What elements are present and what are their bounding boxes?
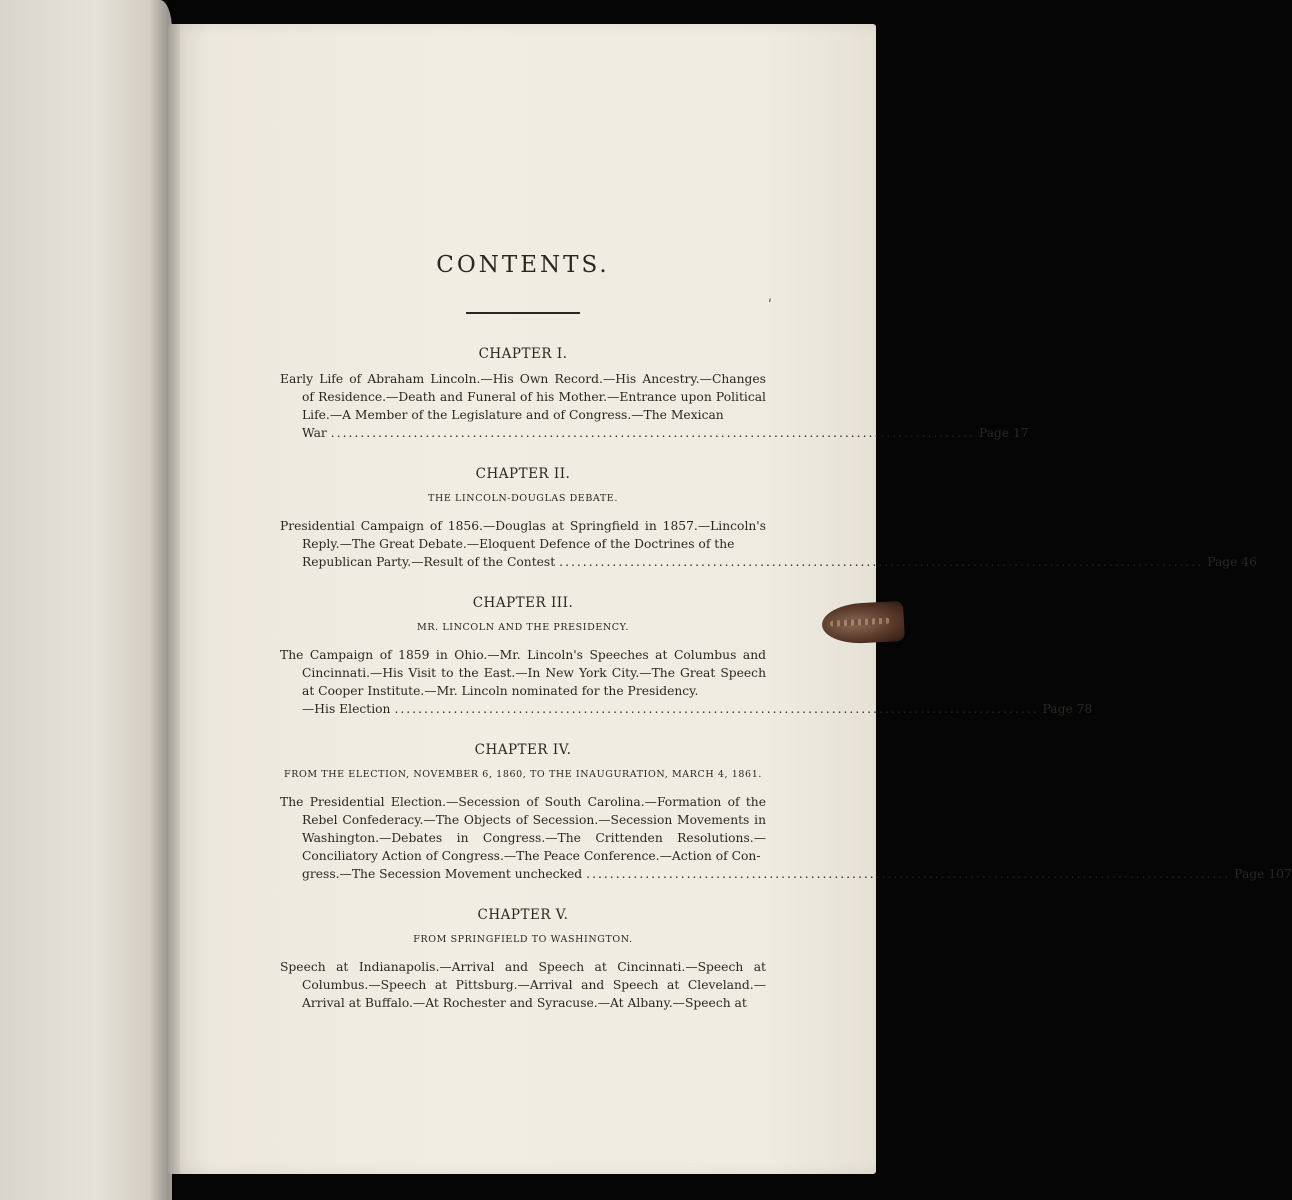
chapter-entry: [280, 346, 1029, 442]
chapter-list: [280, 346, 1292, 1012]
page-reference-line: gress.—The Secession Movement unchecked ............................................................................................................. Page 107: [302, 867, 1292, 881]
chapter-summary: Presidential Campaign of 1856.—Douglas at Springfield in 1857.—Lincoln's Reply.—The Great Debate.—Eloquent Defence of the Doctrines of the Republican Party.—Result of the Contest ............................................................................................................. Page 46: [280, 519, 1258, 569]
chapter-heading: CHAPTER II.: [475, 466, 571, 482]
chapter-subtitle: FROM SPRINGFIELD TO WASHINGTON.: [413, 934, 633, 945]
chapter-entry: [280, 595, 1093, 718]
page-number: Page 78: [1042, 702, 1093, 716]
chapter-heading: CHAPTER V.: [477, 907, 569, 923]
dot-leader: .............................................................................................................: [586, 867, 1231, 881]
chapter-summary: Speech at Indianapolis.—Arrival and Speech at Cincinnati.—Speech at Columbus.—Speech at Pittsburg.—Arrival and Speech at Cleveland.—Arrival at Buffalo.—At Rochester and Syracuse.—At Albany.—Speech at: [280, 960, 766, 1010]
chapter-heading: CHAPTER I.: [478, 346, 568, 362]
left-page: [0, 0, 172, 1200]
page-number: Page 107: [1234, 867, 1292, 881]
chapter-summary: The Presidential Election.—Secession of South Carolina.—Formation of the Rebel Confederacy.—The Objects of Secession.—Secession Movements in Washington.—Debates in Congress.—The Crittenden Resolutions.—Conciliatory Action of Congress.—The Peace Conference.—Action of Con- gress.—The Secession Movement unchecked ............................................................................................................. Page 107: [280, 795, 1292, 881]
chapter-entry: [280, 742, 1292, 883]
chapter-subtitle: FROM THE ELECTION, NOVEMBER 6, 1860, TO THE INAUGURATION, MARCH 4, 1861.: [284, 769, 762, 780]
chapter-heading: CHAPTER IV.: [474, 742, 572, 758]
chapter-summary: Early Life of Abraham Lincoln.—His Own Record.—His Ancestry.—Changes of Residence.—Death and Funeral of his Mother.—Entrance upon Political Life.—A Member of the Legislature and of Congress.—The Mexican War ............................................................................................................. Page 17: [280, 372, 1029, 440]
chapter-subtitle: THE LINCOLN-DOUGLAS DEBATE.: [428, 493, 618, 504]
page-number: Page 17: [978, 426, 1029, 440]
title-rule: [466, 312, 580, 314]
page-reference-line: —His Election ............................................................................................................. Page 78: [302, 702, 1093, 716]
book-gutter: [150, 0, 180, 1200]
dot-leader: .............................................................................................................: [559, 555, 1204, 569]
dot-leader: .............................................................................................................: [330, 426, 975, 440]
contents-page: [280, 240, 1292, 1012]
page-reference-line: War ............................................................................................................. Page 17: [302, 426, 1029, 440]
page-title: CONTENTS.: [436, 252, 610, 278]
page-number: Page 46: [1207, 555, 1258, 569]
chapter-entry: [280, 907, 766, 1012]
page-reference-line: Republican Party.—Result of the Contest ............................................................................................................. Page 46: [302, 555, 1258, 569]
chapter-summary: The Campaign of 1859 in Ohio.—Mr. Lincoln's Speeches at Columbus and Cincinnati.—His Visit to the East.—In New York City.—The Great Speech at Cooper Institute.—Mr. Lincoln nominated for the Presidency. —His Election ............................................................................................................. Page 78: [280, 648, 1093, 716]
paper-speck: ʹ: [768, 298, 772, 314]
dot-leader: .............................................................................................................: [394, 702, 1039, 716]
chapter-subtitle: MR. LINCOLN AND THE PRESIDENCY.: [417, 622, 629, 633]
chapter-heading: CHAPTER III.: [472, 595, 574, 611]
chapter-entry: [280, 466, 1258, 571]
